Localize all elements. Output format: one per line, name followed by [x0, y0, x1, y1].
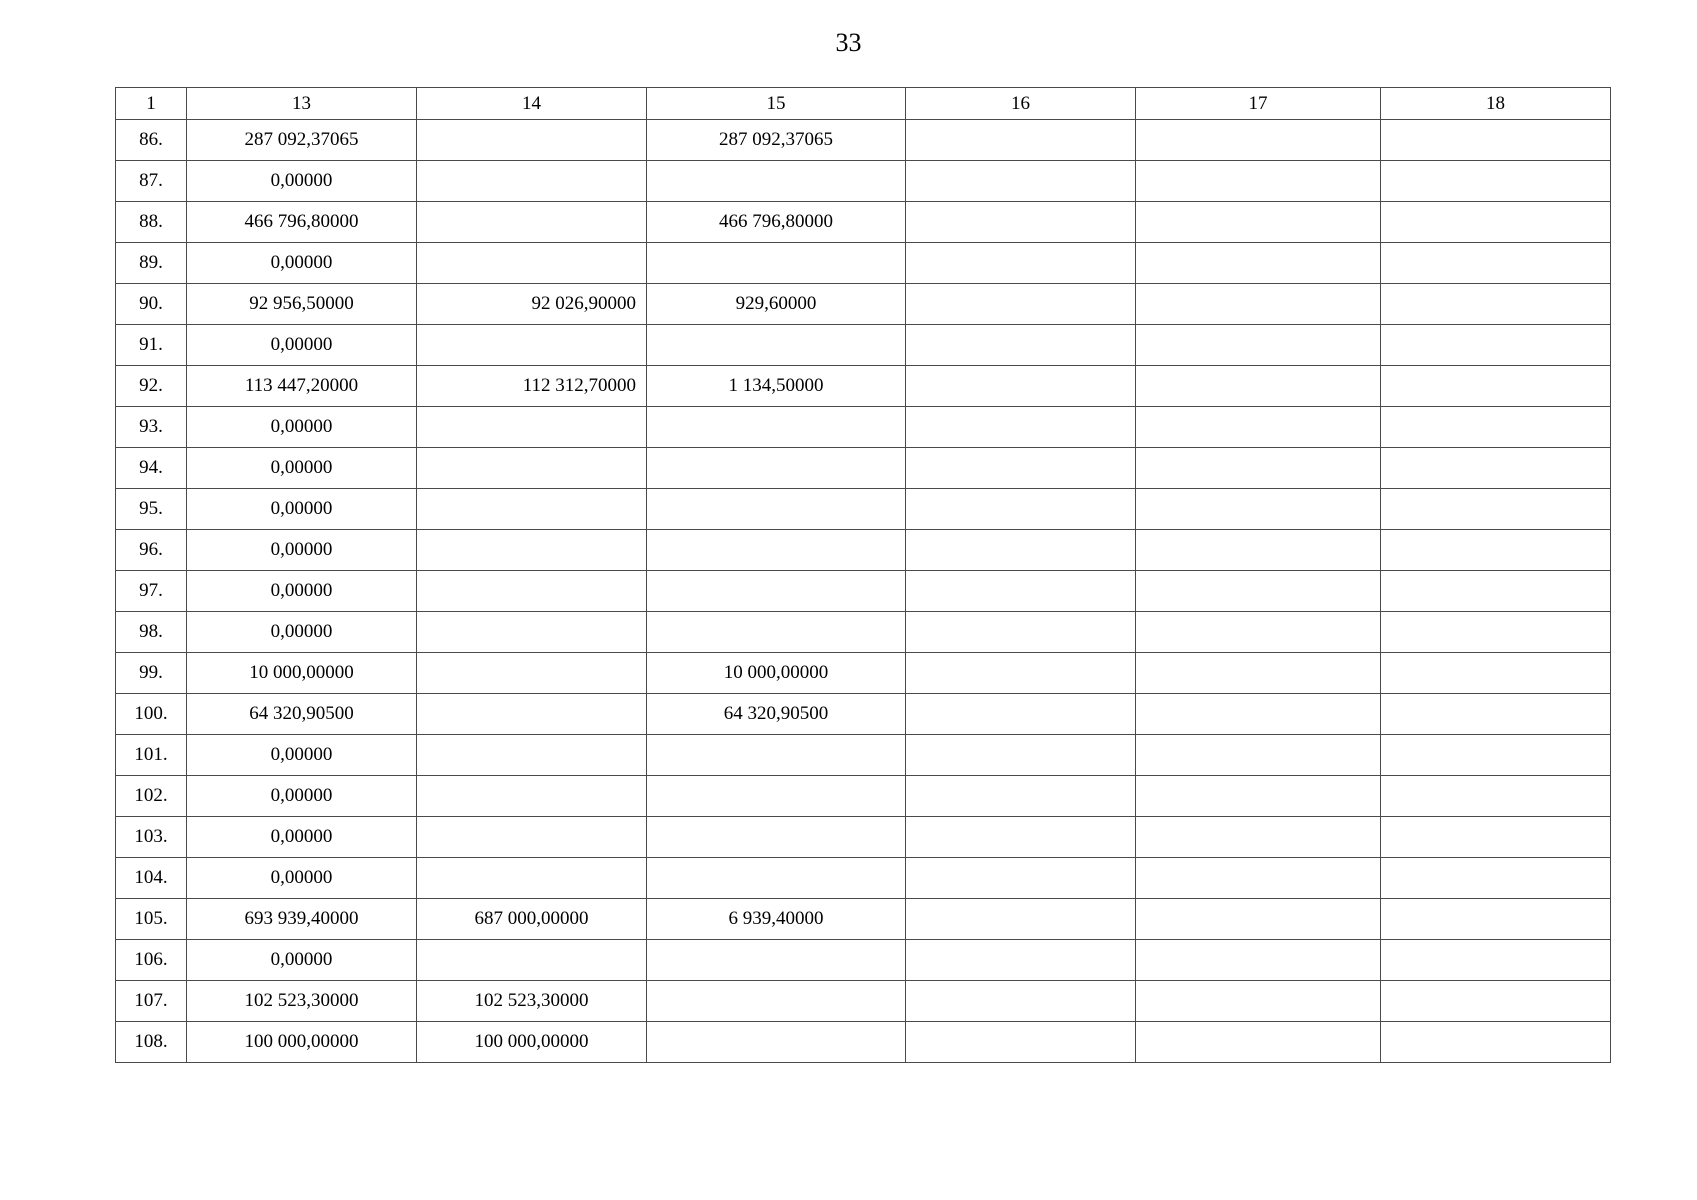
column-header-18: 18	[1381, 88, 1611, 120]
cell-col-15	[647, 776, 906, 817]
cell-col-17	[1136, 448, 1381, 489]
cell-col-17	[1136, 940, 1381, 981]
cell-col-15	[647, 817, 906, 858]
cell-col-13: 0,00000	[187, 776, 417, 817]
cell-col-14: 687 000,00000	[417, 899, 647, 940]
row-number-cell: 107.	[116, 981, 187, 1022]
cell-col-14	[417, 653, 647, 694]
cell-col-15	[647, 530, 906, 571]
column-header-17: 17	[1136, 88, 1381, 120]
cell-col-17	[1136, 325, 1381, 366]
cell-col-17	[1136, 899, 1381, 940]
cell-col-17	[1136, 120, 1381, 161]
cell-col-17	[1136, 530, 1381, 571]
cell-col-13: 0,00000	[187, 817, 417, 858]
cell-col-14	[417, 325, 647, 366]
cell-col-17	[1136, 981, 1381, 1022]
cell-col-18	[1381, 407, 1611, 448]
cell-col-15	[647, 161, 906, 202]
table-row	[116, 407, 1611, 448]
cell-col-13: 0,00000	[187, 489, 417, 530]
cell-col-18	[1381, 653, 1611, 694]
cell-col-16	[906, 530, 1136, 571]
row-number-cell: 90.	[116, 284, 187, 325]
cell-col-14	[417, 694, 647, 735]
column-header-13: 13	[187, 88, 417, 120]
cell-col-15: 1 134,50000	[647, 366, 906, 407]
row-number-cell: 86.	[116, 120, 187, 161]
cell-col-14	[417, 489, 647, 530]
row-number-cell: 103.	[116, 817, 187, 858]
cell-col-16	[906, 694, 1136, 735]
cell-col-14	[417, 776, 647, 817]
cell-col-15	[647, 325, 906, 366]
cell-col-15	[647, 981, 906, 1022]
cell-col-15	[647, 571, 906, 612]
cell-col-15	[647, 243, 906, 284]
cell-col-16	[906, 366, 1136, 407]
cell-col-18	[1381, 202, 1611, 243]
cell-col-14	[417, 448, 647, 489]
cell-col-18	[1381, 776, 1611, 817]
table-row	[116, 120, 1611, 161]
cell-col-15: 466 796,80000	[647, 202, 906, 243]
cell-col-16	[906, 858, 1136, 899]
cell-col-18	[1381, 940, 1611, 981]
column-header-16: 16	[906, 88, 1136, 120]
table-row	[116, 1022, 1611, 1063]
cell-col-15	[647, 858, 906, 899]
table-row	[116, 366, 1611, 407]
cell-col-14	[417, 735, 647, 776]
cell-col-17	[1136, 776, 1381, 817]
table-row	[116, 612, 1611, 653]
cell-col-18	[1381, 1022, 1611, 1063]
cell-col-16	[906, 735, 1136, 776]
cell-col-17	[1136, 407, 1381, 448]
row-number-cell: 99.	[116, 653, 187, 694]
cell-col-16	[906, 899, 1136, 940]
row-number-cell: 96.	[116, 530, 187, 571]
cell-col-17	[1136, 612, 1381, 653]
table-row	[116, 325, 1611, 366]
cell-col-18	[1381, 366, 1611, 407]
cell-col-14	[417, 940, 647, 981]
cell-col-13: 0,00000	[187, 858, 417, 899]
cell-col-13: 693 939,40000	[187, 899, 417, 940]
cell-col-13: 64 320,90500	[187, 694, 417, 735]
cell-col-18	[1381, 120, 1611, 161]
table-row	[116, 530, 1611, 571]
cell-col-14: 92 026,90000	[417, 284, 647, 325]
cell-col-14	[417, 161, 647, 202]
cell-col-13: 287 092,37065	[187, 120, 417, 161]
table-row	[116, 776, 1611, 817]
row-number-cell: 95.	[116, 489, 187, 530]
cell-col-14	[417, 407, 647, 448]
cell-col-17	[1136, 694, 1381, 735]
cell-col-14: 102 523,30000	[417, 981, 647, 1022]
cell-col-14	[417, 530, 647, 571]
cell-col-15	[647, 612, 906, 653]
cell-col-16	[906, 1022, 1136, 1063]
cell-col-16	[906, 489, 1136, 530]
cell-col-16	[906, 612, 1136, 653]
cell-col-14	[417, 243, 647, 284]
table-row	[116, 981, 1611, 1022]
cell-col-18	[1381, 243, 1611, 284]
row-number-cell: 105.	[116, 899, 187, 940]
cell-col-15: 287 092,37065	[647, 120, 906, 161]
row-number-cell: 106.	[116, 940, 187, 981]
table-row	[116, 448, 1611, 489]
cell-col-18	[1381, 899, 1611, 940]
cell-col-13: 0,00000	[187, 530, 417, 571]
cell-col-17	[1136, 858, 1381, 899]
cell-col-16	[906, 448, 1136, 489]
row-number-cell: 108.	[116, 1022, 187, 1063]
cell-col-13: 0,00000	[187, 571, 417, 612]
column-header-14: 14	[417, 88, 647, 120]
cell-col-13: 0,00000	[187, 940, 417, 981]
row-number-cell: 92.	[116, 366, 187, 407]
cell-col-16	[906, 776, 1136, 817]
cell-col-17	[1136, 366, 1381, 407]
table-row	[116, 817, 1611, 858]
cell-col-16	[906, 407, 1136, 448]
table-row	[116, 202, 1611, 243]
cell-col-16	[906, 202, 1136, 243]
cell-col-16	[906, 120, 1136, 161]
cell-col-13: 0,00000	[187, 735, 417, 776]
cell-col-14: 100 000,00000	[417, 1022, 647, 1063]
cell-col-13: 0,00000	[187, 325, 417, 366]
cell-col-14	[417, 858, 647, 899]
table-row	[116, 694, 1611, 735]
row-number-cell: 87.	[116, 161, 187, 202]
cell-col-13: 0,00000	[187, 612, 417, 653]
cell-col-18	[1381, 735, 1611, 776]
cell-col-17	[1136, 202, 1381, 243]
cell-col-17	[1136, 284, 1381, 325]
cell-col-16	[906, 653, 1136, 694]
cell-col-18	[1381, 489, 1611, 530]
row-number-cell: 98.	[116, 612, 187, 653]
cell-col-18	[1381, 325, 1611, 366]
row-number-cell: 100.	[116, 694, 187, 735]
row-number-cell: 93.	[116, 407, 187, 448]
cell-col-13: 0,00000	[187, 161, 417, 202]
cell-col-17	[1136, 489, 1381, 530]
row-number-cell: 89.	[116, 243, 187, 284]
row-number-cell: 97.	[116, 571, 187, 612]
cell-col-18	[1381, 858, 1611, 899]
cell-col-18	[1381, 981, 1611, 1022]
table-row	[116, 940, 1611, 981]
cell-col-13: 0,00000	[187, 448, 417, 489]
cell-col-13: 0,00000	[187, 243, 417, 284]
cell-col-13: 92 956,50000	[187, 284, 417, 325]
cell-col-17	[1136, 817, 1381, 858]
cell-col-15	[647, 407, 906, 448]
cell-col-18	[1381, 530, 1611, 571]
table-row	[116, 899, 1611, 940]
row-number-cell: 101.	[116, 735, 187, 776]
row-number-cell: 94.	[116, 448, 187, 489]
cell-col-16	[906, 940, 1136, 981]
cell-col-14	[417, 817, 647, 858]
cell-col-15	[647, 940, 906, 981]
cell-col-17	[1136, 653, 1381, 694]
cell-col-15	[647, 448, 906, 489]
column-header-15: 15	[647, 88, 906, 120]
cell-col-18	[1381, 694, 1611, 735]
cell-col-18	[1381, 284, 1611, 325]
cell-col-17	[1136, 571, 1381, 612]
cell-col-18	[1381, 612, 1611, 653]
cell-col-13: 100 000,00000	[187, 1022, 417, 1063]
cell-col-15: 929,60000	[647, 284, 906, 325]
table-row	[116, 489, 1611, 530]
cell-col-17	[1136, 1022, 1381, 1063]
table-row	[116, 735, 1611, 776]
cell-col-14	[417, 571, 647, 612]
cell-col-14	[417, 612, 647, 653]
table-row	[116, 858, 1611, 899]
cell-col-16	[906, 981, 1136, 1022]
table-row	[116, 161, 1611, 202]
cell-col-18	[1381, 817, 1611, 858]
row-number-cell: 104.	[116, 858, 187, 899]
column-header-1: 1	[116, 88, 187, 120]
table-row	[116, 243, 1611, 284]
cell-col-15: 64 320,90500	[647, 694, 906, 735]
cell-col-15	[647, 735, 906, 776]
table-row	[116, 284, 1611, 325]
cell-col-15	[647, 1022, 906, 1063]
data-table	[115, 87, 1611, 1063]
cell-col-13: 113 447,20000	[187, 366, 417, 407]
cell-col-15: 6 939,40000	[647, 899, 906, 940]
cell-col-16	[906, 161, 1136, 202]
cell-col-13: 0,00000	[187, 407, 417, 448]
cell-col-18	[1381, 571, 1611, 612]
header-row	[116, 88, 1611, 120]
cell-col-17	[1136, 243, 1381, 284]
row-number-cell: 102.	[116, 776, 187, 817]
cell-col-14	[417, 120, 647, 161]
row-number-cell: 91.	[116, 325, 187, 366]
cell-col-15: 10 000,00000	[647, 653, 906, 694]
cell-col-16	[906, 284, 1136, 325]
cell-col-18	[1381, 448, 1611, 489]
cell-col-18	[1381, 161, 1611, 202]
cell-col-16	[906, 817, 1136, 858]
cell-col-14	[417, 202, 647, 243]
cell-col-15	[647, 489, 906, 530]
cell-col-14: 112 312,70000	[417, 366, 647, 407]
cell-col-17	[1136, 161, 1381, 202]
cell-col-13: 102 523,30000	[187, 981, 417, 1022]
cell-col-13: 10 000,00000	[187, 653, 417, 694]
cell-col-17	[1136, 735, 1381, 776]
row-number-cell: 88.	[116, 202, 187, 243]
page-number: 33	[835, 28, 862, 57]
cell-col-16	[906, 325, 1136, 366]
cell-col-16	[906, 571, 1136, 612]
cell-col-13: 466 796,80000	[187, 202, 417, 243]
cell-col-16	[906, 243, 1136, 284]
table-row	[116, 653, 1611, 694]
table-row	[116, 571, 1611, 612]
